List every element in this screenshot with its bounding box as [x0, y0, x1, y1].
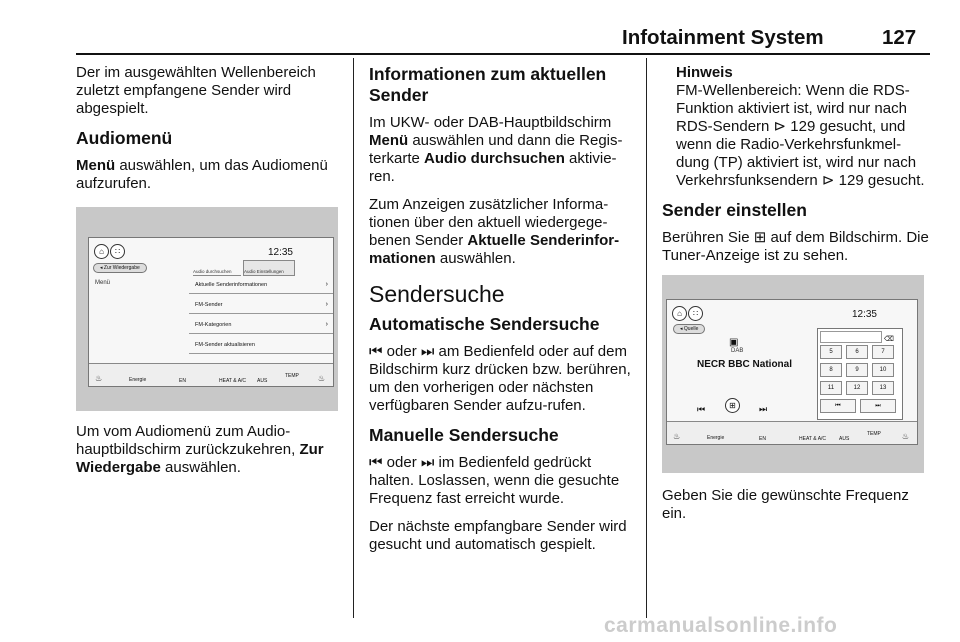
menu-item-fm-categories	[189, 316, 333, 334]
back-text-end: auswählen.	[160, 459, 241, 476]
intro-paragraph: Der im ausgewählten Wellenbereich zuletzt empfangene Sender wird abgespielt.	[76, 64, 316, 117]
seat-heat-icon: ♨	[317, 374, 325, 383]
en-label: EN	[179, 378, 186, 384]
heat-label: HEAT & A/C	[799, 436, 827, 442]
column-divider-1	[353, 58, 354, 618]
menu-panel	[189, 260, 333, 364]
menu-item-label: FM-Sender aktualisieren	[195, 342, 255, 348]
station-name: NECR BBC National	[697, 359, 793, 370]
column-1	[76, 64, 344, 487]
heat-label: HEAT & A/C	[219, 378, 247, 384]
seat-icon: ♨	[673, 432, 681, 441]
key: 10	[872, 363, 894, 377]
column-3	[662, 64, 930, 533]
infotainment-screen	[88, 237, 334, 387]
energy-label: Energie	[129, 377, 147, 383]
menu-item-label: Aktuelle Senderinformationen	[195, 282, 268, 288]
auto-search-paragraph: ⏮ oder ⏭ am Bedienfeld oder auf dem Bildschirm kurz drücken bzw. berühren, um den vorherigen oder nächsten verfügbaren Sender aufzu-rufen.	[369, 343, 631, 414]
chevron-right-icon: ›	[325, 281, 328, 288]
chevron-right-icon: ›	[325, 321, 328, 328]
zur-wiedergabe-bold: Zur Wiedergabe	[76, 441, 324, 476]
menu-label: Menü	[95, 280, 111, 286]
radio-icon: ▣	[729, 337, 739, 348]
menu-item-fm-stations	[189, 296, 333, 314]
climate-bar	[667, 421, 917, 444]
en-label: EN	[759, 436, 766, 442]
keypad-icon: ⊞	[725, 398, 740, 413]
watermark: carmanualsonline.info	[604, 614, 838, 637]
tab-audio-browse: Audio durchsuchen	[193, 268, 241, 276]
menu-item-current-station	[189, 276, 333, 294]
key: 7	[872, 345, 894, 359]
source-pill: ◂ Quelle	[673, 324, 705, 334]
aus-label: AUS	[257, 378, 268, 384]
info-text: aktivie-ren.	[369, 150, 617, 185]
key: 5	[820, 345, 842, 359]
source-pill-label: Quelle	[683, 326, 699, 332]
audiomenu-heading: Audiomenü	[76, 128, 173, 148]
header-title: Infotainment System	[622, 26, 824, 49]
info-paragraph-1	[369, 114, 635, 186]
back-text: Um vom Audiomenü zum Audio-hauptbildschirm zurückzukehren,	[76, 423, 300, 458]
column-divider-2	[646, 58, 647, 618]
tab-audio-settings: Audio Einstellungen	[243, 260, 295, 276]
seek-back-key-icon: ⏮	[820, 399, 856, 413]
header-rule	[76, 53, 930, 55]
info-text: auswählen.	[435, 250, 516, 267]
info-text: Im UKW- oder DAB-Hauptbildschirm	[369, 114, 612, 131]
info-text: auswählen und dann die Regis-terkarte	[369, 132, 623, 167]
enter-frequency-paragraph: Geben Sie die gewünschte Frequenz ein.	[662, 487, 909, 522]
key: 6	[846, 345, 868, 359]
climate-bar	[89, 363, 333, 386]
key: 9	[846, 363, 868, 377]
apps-icon: ∷	[688, 306, 703, 321]
menu-item-label: FM-Kategorien	[195, 322, 232, 328]
home-icon: ⌂	[672, 306, 687, 321]
audiomenu-screenshot	[76, 207, 338, 411]
info-text: Zum Anzeigen zusätzlicher Informa-tionen über den aktuell wiedergege-benen Sender	[369, 196, 609, 249]
seek-forward-icon: ⏭	[759, 404, 768, 414]
menu-bold: Menü	[76, 157, 116, 174]
clock: 12:35	[267, 247, 293, 258]
search-heading: Sendersuche	[369, 281, 505, 307]
chevron-right-icon: ›	[325, 301, 328, 308]
page-number: 127	[882, 26, 917, 49]
note-block	[662, 64, 930, 190]
note-paragraph: FM-Wellenbereich: Wenn die RDS-Funktion aktiviert ist, wird nur nach RDS-Sendern ⊳ 129 gesucht, und wenn die Radio-Verkehrsfunkmel-dung (TP) aktiviert ist, wird nur nach Verkehrsfunksendern ⊳ 129 gesucht.	[676, 82, 925, 189]
seek-back-icon: ⏮	[697, 404, 706, 414]
tune-paragraph: Berühren Sie ⊞ auf dem Bildschirm. Die Tuner-Anzeige ist zu sehen.	[662, 229, 929, 264]
backspace-icon: ⌫	[884, 336, 894, 343]
key: 8	[820, 363, 842, 377]
key: 12	[846, 381, 868, 395]
clock: 12:35	[851, 309, 877, 320]
auto-search-heading: Automatische Sendersuche	[369, 314, 600, 334]
apps-icon: ∷	[110, 244, 125, 259]
menu-bold: Menü	[369, 132, 409, 149]
manual-search-paragraph: ⏮ oder ⏭ im Bedienfeld gedrückt halten. Loslassen, wenn die gesuchte Frequenz fast erreicht wurde.	[369, 454, 620, 507]
menu-item-label: FM-Sender	[195, 302, 223, 308]
info-paragraph-2	[369, 196, 635, 268]
manual-search-paragraph-2: Der nächste empfangbare Sender wird gesucht und automatisch gespielt.	[369, 518, 627, 553]
dab-label: DAB	[731, 348, 744, 354]
aus-label: AUS	[839, 436, 850, 442]
seat-icon: ♨	[95, 374, 103, 383]
current-station-info-bold: Aktuelle Senderinfor-mationen	[369, 232, 620, 267]
tune-heading: Sender einstellen	[662, 200, 807, 220]
frequency-display	[820, 331, 882, 343]
temp-label: TEMP	[285, 373, 299, 379]
seat-heat-icon: ♨	[901, 432, 909, 441]
manual-search-heading: Manuelle Sendersuche	[369, 425, 559, 445]
back-pill: ◂ Zur Wiedergabe	[93, 263, 147, 273]
temp-label: TEMP	[867, 431, 881, 437]
infotainment-screen	[666, 299, 918, 445]
column-2	[369, 64, 635, 564]
audiomenu-paragraph	[76, 157, 344, 193]
audiomenu-text: auswählen, um das Audiomenü aufzurufen.	[76, 157, 328, 192]
key: 11	[820, 381, 842, 395]
audio-browse-bold: Audio durchsuchen	[424, 150, 565, 167]
info-heading: Informationen zum aktuellen Sender	[369, 64, 607, 105]
frequency-keypad	[817, 328, 903, 420]
menu-item-fm-update	[189, 336, 333, 354]
back-pill-label: Zur Wiedergabe	[103, 265, 140, 271]
key: 13	[872, 381, 894, 395]
energy-label: Energie	[707, 435, 725, 441]
tuner-screenshot	[662, 275, 924, 473]
home-icon: ⌂	[94, 244, 109, 259]
note-heading: Hinweis	[676, 64, 733, 81]
seek-forward-key-icon: ⏭	[860, 399, 896, 413]
back-paragraph	[76, 423, 344, 477]
